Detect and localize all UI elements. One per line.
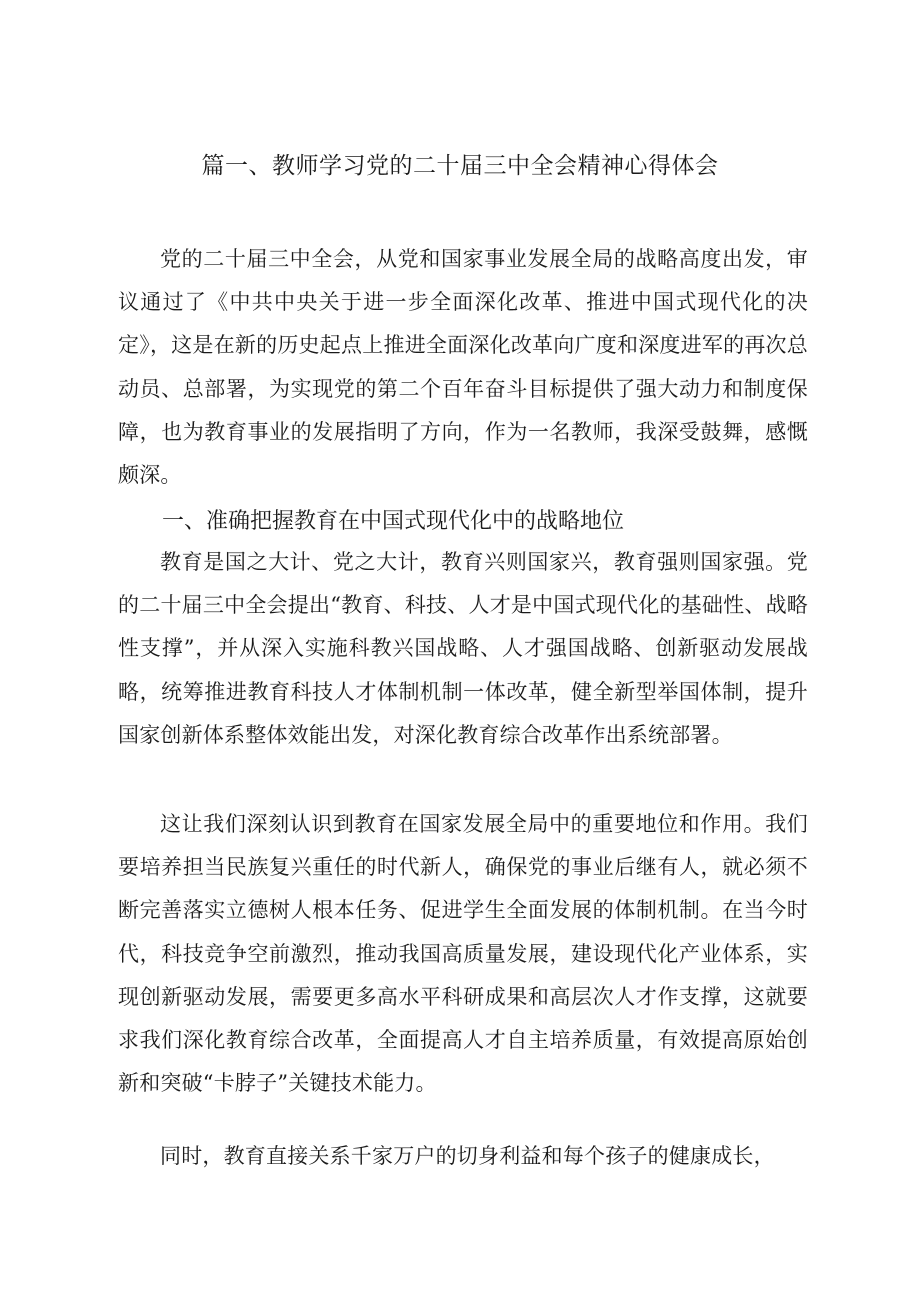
document-title: 篇一、教师学习党的二十届三中全会精神心得体会 [201, 153, 719, 179]
paragraph-intro: 党的二十届三中全会，从党和国家事业发展全局的战略高度出发，审议通过了《中共中央关于进一步全面深化改革、推进中国式现代化的决定》，这是在新的历史起点上推进全面深化改革向广度和深度进军的再次总动员、总部署，为实现党的第二个百年奋斗目标提供了强大动力和制度保障，也为教育事业的发展指明了方向，作为一名教师，我深受鼓舞，感慨颇深。 [118, 247, 808, 488]
section-heading: 一、准确把握教育在中国式现代化中的战略地位 [162, 509, 625, 534]
paragraph-education-strategy: 教育是国之大计、党之大计，教育兴则国家兴，教育强则国家强。党的二十届三中全会提出“教育、科技、人才是中国式现代化的基础性、战略性支撑”，并从深入实施科教兴国战略、人才强国战略、创新驱动发展战略，统筹推进教育科技人才体制机制一体改革，健全新型举国体制，提升国家创新体系整体效能出发，对深化教育综合改革作出系统部署。 [118, 550, 808, 747]
paragraph-continued: 同时，教育直接关系千家万户的切身利益和每个孩子的健康成长， [160, 1144, 775, 1168]
paragraph-education-role: 这让我们深刻认识到教育在国家发展全局中的重要地位和作用。我们要培养担当民族复兴重任的时代新人，确保党的事业后继有人，就必须不断完善落实立德树人根本任务、促进学生全面发展的体制机制。在当今时代，科技竞争空前激烈，推动我国高质量发展，建设现代化产业体系，实现创新驱动发展，需要更多高水平科研成果和高层次人才作支撑，这就要求我们深化教育综合改革，全面提高人才自主培养质量，有效提高原始创新和突破“卡脖子”关键技术能力。 [118, 812, 808, 1096]
